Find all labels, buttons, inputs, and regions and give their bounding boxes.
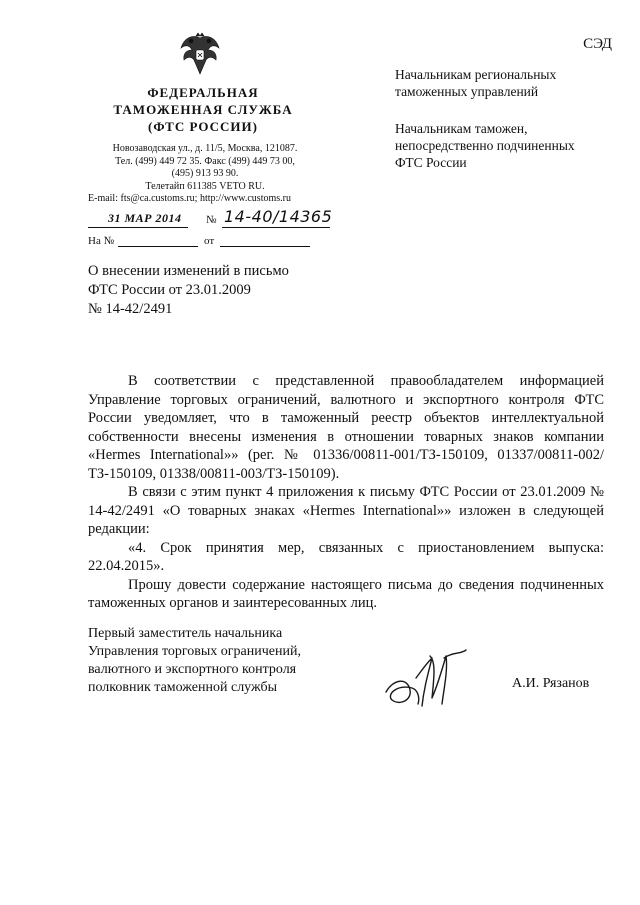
- subject-line: О внесении изменений в письмо: [88, 263, 289, 279]
- reference-number-blank: [118, 246, 198, 247]
- body-paragraph: «4. Срок принятия мер, связанных с приостановлением выпуска: 22.04.2015».: [88, 539, 604, 574]
- number-underline: [222, 227, 330, 228]
- signer-name: А.И. Рязанов: [512, 676, 590, 691]
- handwritten-signature: [382, 648, 470, 716]
- org-phone-2: (495) 913 93 90.: [171, 168, 239, 179]
- subject-line: № 14-42/2491: [88, 301, 173, 317]
- body-paragraph: В соответствии с представленной правообладателем информацией Управление торговых ограничений, валютного и экспортного контроля ФТС России уведомляет, что в таможенный реестр объектов интеллектуальной собственности внесены изменения в отношении товарных знаков компании «Hermes International»» (рег. № 01336/00811-001/ТЗ-150109, 01337/00811-002/ТЗ-150109, 01338/00811-003/ТЗ-150109).: [88, 373, 604, 482]
- addressee-block-1: [395, 66, 615, 100]
- registration-date-stamp: 31 МАР 2014: [108, 211, 182, 225]
- reference-date-blank: [220, 246, 310, 247]
- org-line-2: ТАМОЖЕННАЯ СЛУЖБА: [113, 102, 293, 117]
- number-sign: №: [206, 214, 217, 226]
- letter-subject: [88, 262, 348, 319]
- registration-number: 14-40/14365: [224, 207, 333, 226]
- org-email: E-mail: fts@ca.customs.ru; http://www.customs.ru: [88, 193, 291, 204]
- signer-line: полковник таможенной службы: [88, 680, 278, 695]
- addressee-line: Начальникам таможен,: [395, 121, 528, 136]
- org-line-3: (ФТС РОССИИ): [148, 119, 258, 134]
- double-headed-eagle-icon: [178, 30, 222, 78]
- date-underline: [88, 227, 188, 228]
- registration-line: [88, 207, 348, 231]
- subject-line: ФТС России от 23.01.2009: [88, 282, 251, 298]
- addressee-line: непосредственно подчиненных: [395, 138, 575, 153]
- reference-line: [88, 235, 328, 251]
- addressee-line: Начальникам региональных: [395, 67, 557, 82]
- org-phone: Тел. (499) 449 72 35. Факс (499) 449 73 00,: [115, 155, 295, 167]
- addressee-line: таможенных управлений: [395, 84, 539, 99]
- org-address: Новозаводская ул., д. 11/5, Москва, 121087.: [112, 143, 298, 154]
- reference-number-label: На №: [88, 235, 115, 247]
- signer-line: Управления торговых ограничений,: [88, 644, 301, 659]
- body-paragraph: В связи с этим пункт 4 приложения к письму ФТС России от 23.01.2009 № 14-42/2491 «О товарных знаках «Hermes International»» изложен в следующей редакции:: [88, 484, 604, 537]
- letter-body: [88, 372, 604, 613]
- signer-line: валютного и экспортного контроля: [88, 662, 297, 677]
- document-mark: СЭД: [583, 36, 612, 52]
- org-teletype: Телетайп 611385 VETO RU.: [145, 180, 265, 192]
- addressee-line: ФТС России: [395, 155, 467, 170]
- addressee-block-2: [395, 120, 615, 171]
- body-paragraph: Прошу довести содержание настоящего письма до сведения подчиненных таможенных органов и заинтересованных лиц.: [88, 576, 604, 611]
- reference-date-label: от: [204, 235, 215, 247]
- organization-name: [88, 84, 318, 135]
- signer-position: [88, 625, 348, 697]
- org-contacts: [80, 143, 330, 206]
- signer-line: Первый заместитель начальника: [88, 626, 283, 641]
- org-line-1: ФЕДЕРАЛЬНАЯ: [147, 85, 259, 100]
